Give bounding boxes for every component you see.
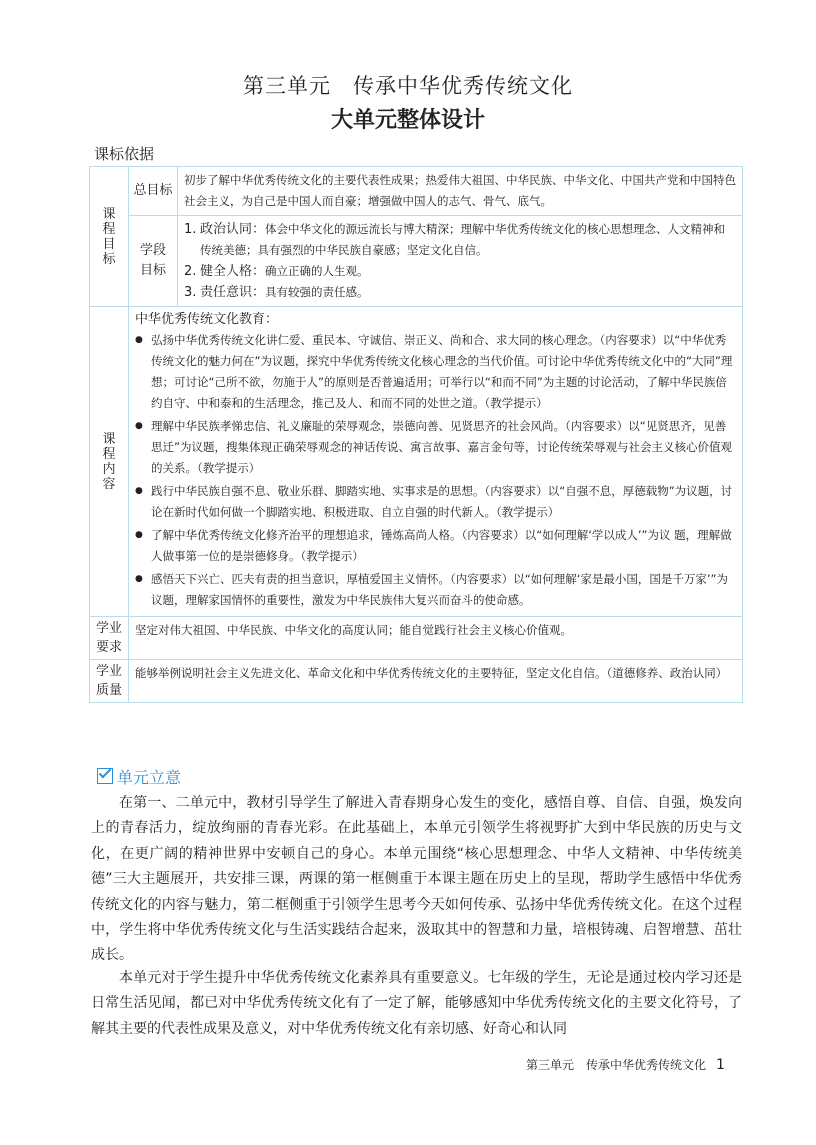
requirement-text: 坚定对伟大祖国、中华民族、中华文化的高度认同；能自觉践行社会主义核心价值观。 xyxy=(129,617,743,660)
paragraph-1: 在第一、二单元中，教材引导学生了解进入青春期身心发生的变化，感悟自尊、自信、自强，焕发向上的青春活力，绽放绚丽的青春光彩。在此基础上，本单元引领学生将视野扩大到中华民族的历史与文化，在更广阔的精神世界中安顿自己的身心。本单元围绕“核心思想理念、中华人文精神、中华传统美德”三大主题展开，共安排三课，两课的第一框侧重于本课主题在历史上的呈现，帮助学生感悟中华优秀传统文化的内容与魅力，第二框侧重于引领学生思考今天如何传承、弘扬中华优秀传统文化。在这个过程中，学生将中华优秀传统文化与生活实践结合起来，汲取其中的智慧和力量，培根铸魂、启智增慧、茁壮成长。 xyxy=(91,795,742,964)
basis-label: 课标依据 xyxy=(94,145,155,163)
checkbox-icon xyxy=(97,768,113,784)
requirement-header: 学业要求 xyxy=(90,617,129,660)
unit-label: 第三单元 xyxy=(243,74,331,98)
bullet-icon: ● xyxy=(135,486,143,496)
list-item: 3. 责任意识：具有较强的责任感。 xyxy=(184,285,369,300)
table-row-content xyxy=(90,307,743,617)
content-list xyxy=(135,330,736,611)
unit-name: 传承中华优秀传统文化 xyxy=(353,74,573,98)
list-item: ● 践行中华民族自强不息、敬业乐群、脚踏实地、实事求是的思想。（内容要求）以“自强不息，厚德载物”为议题，讨论在新时代如何做一个脚踏实地、积极进取、自立自强的时代新人。（教学提示） xyxy=(135,481,736,523)
bullet-icon: ● xyxy=(135,421,143,431)
footer-text: 第三单元 传承中华优秀传统文化 xyxy=(526,1058,707,1072)
table-row-quality xyxy=(90,660,743,703)
list-item: 2. 健全人格：确立正确的人生观。 xyxy=(184,264,369,279)
bullet-icon: ● xyxy=(135,530,143,540)
content-header: 课程内容 xyxy=(90,307,129,617)
page-number: 1 xyxy=(716,1057,725,1073)
paragraph-2: 本单元对于学生提升中华优秀传统文化素养具有重要意义。七年级的学生，无论是通过校内学习还是日常生活见闻，都已对中华优秀传统文化有了一定了解，能够感知中华优秀传统文化的主要文化符号，了解其主要的代表性成果及意义，对中华优秀传统文化有亲切感、好奇心和认同 xyxy=(91,970,742,1037)
list-item: ● 了解中华优秀传统文化修齐治平的理想追求，锤炼高尚人格。（内容要求）以“如何理解‘学以成人’”为议 题，理解做人做事第一位的是崇德修身。（教学提示） xyxy=(135,525,736,567)
list-item: 1. 政治认同：体会中华文化的源远流长与博大精深；理解中华优秀传统文化的核心思想理念、人文精神和传统美德；具有强烈的中华民族自豪感；坚定文化自信。 xyxy=(184,222,726,257)
goals-header: 课程目标 xyxy=(90,167,129,307)
list-item: ● 弘扬中华优秀传统文化讲仁爱、重民本、守诚信、崇正义、尚和合、求大同的核心理念。（内容要求）以“中华优秀传统文化的魅力何在”为议题，探究中华优秀传统文化核心理念的当代价值。可讨论中华优秀传统文化中的“大同”理想；可讨论“己所不欲，勿施于人”的原则是否普遍适用；可举行以“和而不同”为主题的讨论活动，了解中华民族倍约自守、中和泰和的生活理念，推己及人、和而不同的处世之道。（教学提示） xyxy=(135,330,736,414)
quality-text: 能够举例说明社会主义先进文化、革命文化和中华优秀传统文化的主要特征，坚定文化自信。（道德修养、政治认同） xyxy=(129,660,743,703)
stage-goal-header: 学段 目标 xyxy=(129,216,178,307)
list-item: ● 理解中华民族孝悌忠信、礼义廉耻的荣辱观念，崇德向善、见贤思齐的社会风尚。（内容要求）以“见贤思齐，见善思迁”为议题，搜集体现正确荣辱观念的神话传说、寓言故事、嘉言金句等，讨论传统荣辱观与社会主义核心价值观的关系。（教学提示） xyxy=(135,416,736,479)
bullet-icon: ● xyxy=(135,574,143,584)
content-cell xyxy=(129,307,743,617)
list-item: ● 感悟天下兴亡、匹夫有责的担当意识，厚植爱国主义情怀。（内容要求）以“如何理解‘家是最小国，国是千万家’”为议题，理解家国情怀的重要性，激发为中华民族伟大复兴而奋斗的使命感。 xyxy=(135,569,736,611)
unit-title xyxy=(0,70,816,100)
content-heading: 中华优秀传统文化教育： xyxy=(135,312,279,327)
overall-goal-text: 初步了解中华优秀传统文化的主要代表性成果；热爱伟大祖国、中华民族、中华文化、中国共产党和中国特色社会主义，为自己是中国人而自豪；增强做中国人的志气、骨气、底气。 xyxy=(178,167,743,216)
overall-goal-header: 总目标 xyxy=(129,167,178,216)
bullet-icon: ● xyxy=(135,335,143,345)
stage-goal-cell xyxy=(178,216,743,307)
curriculum-standards-table xyxy=(89,166,743,703)
stage-goal-list xyxy=(184,219,736,303)
section-heading xyxy=(97,765,181,788)
quality-header: 学业质量 xyxy=(90,660,129,703)
section-title: 单元立意 xyxy=(117,768,182,787)
page-footer xyxy=(526,1056,725,1073)
table-row-overall-goal xyxy=(90,167,743,216)
table-row-requirement xyxy=(90,617,743,660)
table-row-stage-goal xyxy=(90,216,743,307)
design-title: 大单元整体设计 xyxy=(330,108,485,133)
